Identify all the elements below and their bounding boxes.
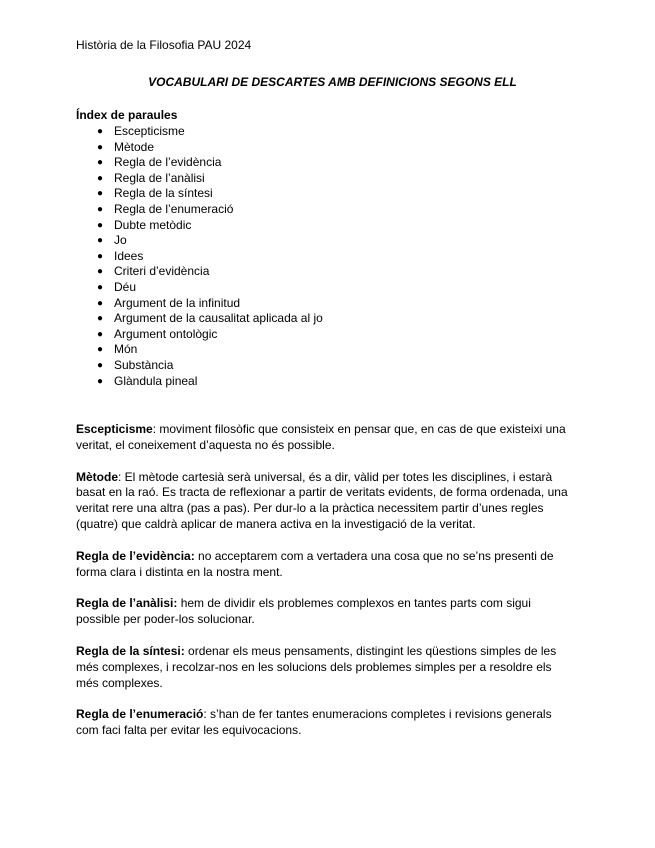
bullet-icon: ● [97, 297, 104, 309]
list-item [76, 311, 577, 327]
index-item-label: Dubte metòdic [114, 217, 192, 232]
definition-term: Regla de l’evidència: [76, 548, 195, 563]
bullet-icon: ● [97, 281, 104, 293]
definition-paragraph [76, 470, 577, 533]
index-item-label: Glàndula pineal [114, 373, 198, 388]
bullet-icon: ● [97, 219, 104, 231]
definition-term: Regla de la síntesi: [76, 644, 185, 659]
bullet-icon: ● [97, 188, 104, 200]
definition-text: ordenar els meus pensaments, distingint les qüestions simples de les més complexes, i recolzar-nos en les solucions dels problemes simples per a resoldre els més complexes. [76, 644, 557, 690]
definition-text: : moviment filosòfic que consisteix en pensar que, en cas de que existeixi una veritat, el coneixement d’aquesta no és possible. [76, 422, 566, 452]
list-item [76, 358, 577, 374]
bullet-icon: ● [97, 344, 104, 356]
definition-text: no acceptarem com a vertadera una cosa que no se’ns presenti de forma clara i distinta en la nostra ment. [76, 548, 554, 579]
bullet-icon: ● [97, 313, 104, 325]
list-item [76, 374, 577, 390]
definitions-section [76, 422, 577, 739]
index-item-label: Jo [114, 233, 127, 248]
index-item-label: Argument de la causalitat aplicada al jo [114, 311, 323, 326]
list-item [76, 124, 577, 140]
list-item [76, 155, 577, 171]
definition-paragraph [76, 422, 577, 454]
index-list [76, 124, 577, 389]
document-title: VOCABULARI DE DESCARTES AMB DEFINICIONS SEGONS ELL [148, 75, 517, 89]
bullet-icon: ● [97, 172, 104, 184]
index-item-label: Regla de l’evidència [114, 155, 222, 170]
bullet-icon: ● [97, 359, 104, 371]
bullet-icon: ● [97, 375, 104, 387]
index-item-label: Idees [114, 248, 144, 263]
bullet-icon: ● [97, 141, 104, 153]
definition-term: Regla de l’enumeració [76, 707, 204, 722]
index-item-label: Mètode [114, 139, 155, 154]
definition-text: : El mètode cartesià serà universal, és a dir, vàlid per totes les disciplines, i estarà basat en la raó. Es tracta de reflexionar a partir de veritats evidents, de forma ordenada, una veritat rere una altra (pas a pas). Per dur-lo a la pràctica necessitem partir d’unes regles (quatre) que caldrà aplicar de manera activa en la investigació de la veritat. [76, 469, 568, 532]
list-item [76, 249, 577, 265]
definition-paragraph [76, 549, 577, 581]
definition-term: Regla de l’anàlisi: [76, 596, 178, 611]
list-item [76, 186, 577, 202]
list-item [76, 342, 577, 358]
bullet-icon: ● [97, 203, 104, 215]
index-item-label: Regla de l’anàlisi [114, 170, 205, 185]
index-item-label: Argument ontològic [114, 326, 218, 341]
list-item [76, 140, 577, 156]
index-item-label: Criteri d’evidència [114, 264, 210, 279]
list-item [76, 218, 577, 234]
index-item-label: Substància [114, 357, 174, 372]
index-item-label: Argument de la infinitud [114, 295, 241, 310]
bullet-icon: ● [97, 266, 104, 278]
index-item-label: Déu [114, 279, 137, 294]
list-item [76, 280, 577, 296]
bullet-icon: ● [97, 126, 104, 137]
list-item [76, 327, 577, 343]
definition-paragraph [76, 707, 577, 739]
definition-text: hem de dividir els problemes complexos en tantes parts com sigui possible per poder-los solucionar. [76, 596, 531, 627]
index-item-label: Escepticisme [114, 124, 185, 138]
index-heading: Índex de paraules [76, 108, 178, 122]
page-header: Història de la Filosofia PAU 2024 [76, 38, 252, 52]
definition-term: Mètode [76, 469, 118, 484]
list-item [76, 171, 577, 187]
bullet-icon: ● [97, 235, 104, 247]
index-item-label: Regla de l’enumeració [114, 201, 234, 216]
definition-term: Escepticisme [76, 422, 153, 437]
list-item [76, 202, 577, 218]
bullet-icon: ● [97, 250, 104, 262]
bullet-icon: ● [97, 328, 104, 340]
definition-paragraph [76, 596, 577, 628]
definition-paragraph [76, 644, 577, 691]
index-item-label: Món [114, 342, 138, 357]
bullet-icon: ● [97, 157, 104, 169]
index-item-label: Regla de la síntesi [114, 186, 213, 201]
list-item [76, 264, 577, 280]
list-item [76, 296, 577, 312]
list-item [76, 233, 577, 249]
definition-text: : s’han de fer tantes enumeracions completes i revisions generals com faci falta per evitar les equivocacions. [76, 707, 552, 738]
